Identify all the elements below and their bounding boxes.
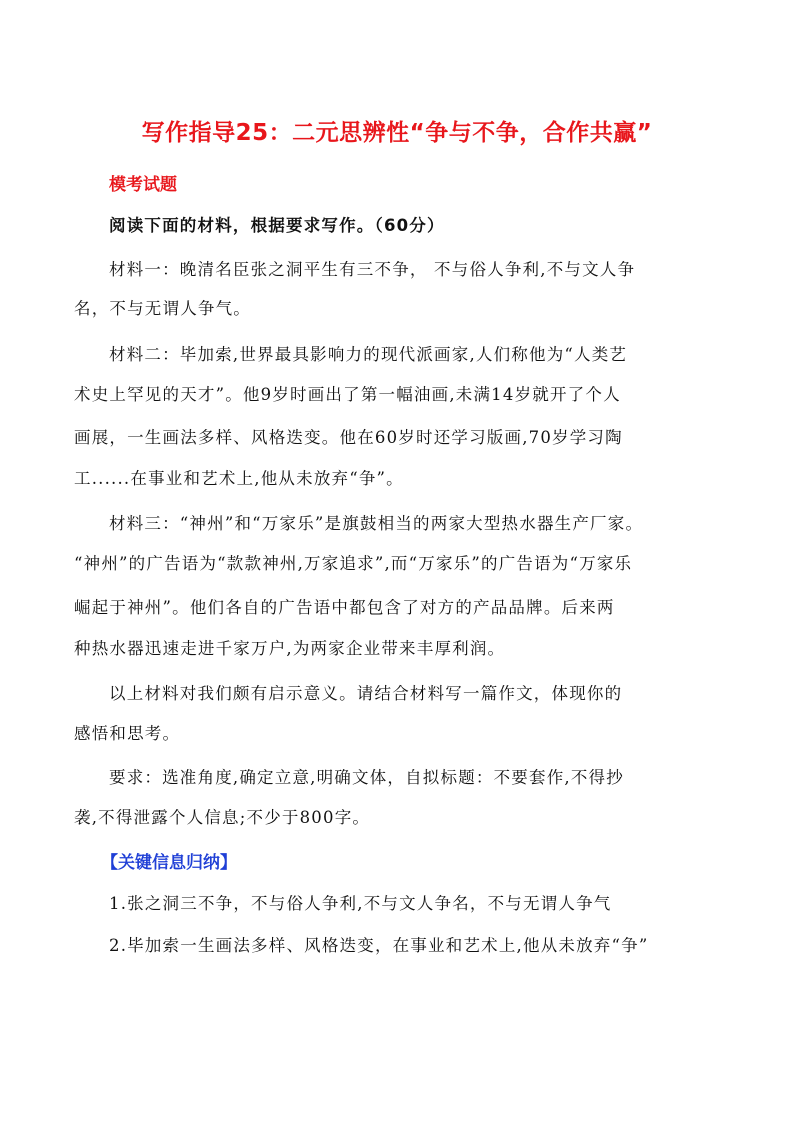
section-heading: 模考试题 <box>109 175 177 195</box>
prompt-line: 以上材料对我们颇有启示意义。请结合材料写一篇作文，体现你的 <box>109 684 623 703</box>
page-title: 写作指导25：二元思辨性“争与不争，合作共赢” <box>141 120 653 146</box>
material-two-line: 工......在事业和艺术上,他从未放弃“争”。 <box>74 469 404 488</box>
material-three-line: “神州”的广告语为“款款神州,万家追求”,而“万家乐”的广告语为“万家乐 <box>74 554 633 573</box>
key-point-item: 1.张之洞三不争，不与俗人争利,不与文人争名，不与无谓人争气 <box>109 894 612 913</box>
material-one-line: 名，不与无谓人争气。 <box>74 299 251 318</box>
key-info-heading: 【关键信息归纳】 <box>101 853 237 873</box>
prompt-line: 感悟和思考。 <box>74 724 181 743</box>
key-point-item: 2.毕加索一生画法多样、风格迭变，在事业和艺术上,他从未放弃“争” <box>109 936 649 955</box>
task-line: 阅读下面的材料，根据要求写作。（60分） <box>109 216 445 235</box>
material-three-line: 崛起于神州”。他们各自的广告语中都包含了对方的产品品牌。后来两 <box>74 598 615 617</box>
material-two-line: 画展，一生画法多样、风格迭变。他在60岁时还学习版画,70岁学习陶 <box>74 428 623 447</box>
material-one-line: 材料一：晚清名臣张之洞平生有三不争， 不与俗人争利,不与文人争 <box>109 260 636 279</box>
requirements-line: 要求：选准角度,确定立意,明确文体，自拟标题：不要套作,不得抄 <box>109 768 624 787</box>
material-three-line: 种热水器迅速走进千家万户,为两家企业带来丰厚利润。 <box>74 639 506 658</box>
requirements-line: 袭,不得泄露个人信息;不少于800字。 <box>74 808 371 827</box>
material-two-line: 术史上罕见的天才”。他9岁时画出了第一幅油画,未满14岁就开了个人 <box>74 385 621 404</box>
material-two-line: 材料二：毕加索,世界最具影响力的现代派画家,人们称他为“人类艺 <box>109 345 628 364</box>
material-three-line: 材料三：“神州”和“万家乐”是旗鼓相当的两家大型热水器生产厂家。 <box>109 514 644 533</box>
